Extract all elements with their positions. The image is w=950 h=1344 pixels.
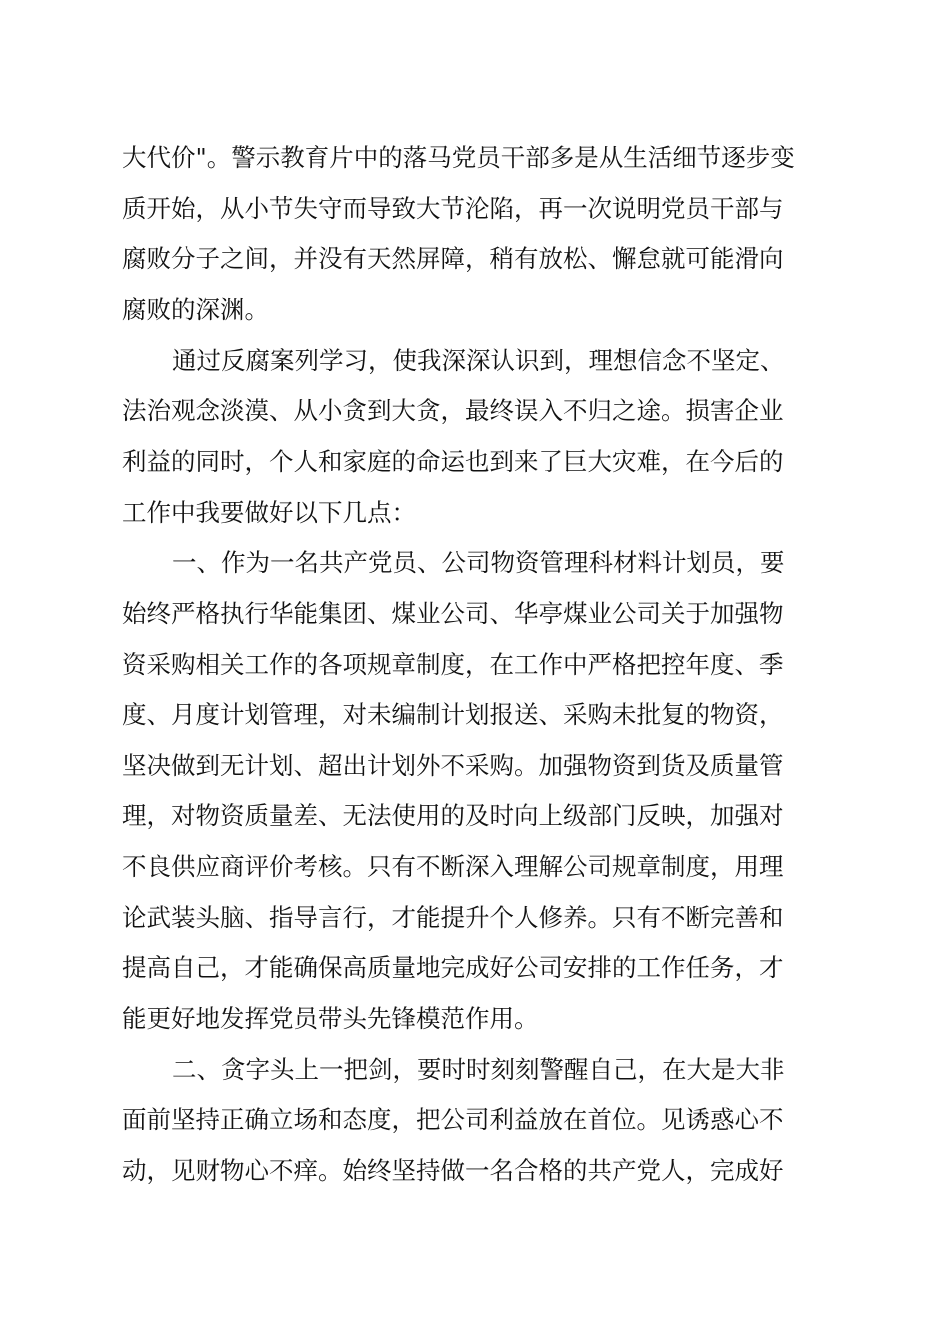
paragraph-start-line: 通过反腐案列学习，使我深深认识到，理想信念不坚定、 — [172, 346, 785, 375]
text-line: 坚决做到无计划、超出计划外不采购。加强物资到货及质量管 — [122, 751, 784, 780]
text-line: 不良供应商评价考核。只有不断深入理解公司规章制度，用理 — [122, 852, 784, 881]
text-line: 动，见财物心不痒。始终坚持做一名合格的共产党人，完成好 — [122, 1156, 784, 1185]
text-line: 能更好地发挥党员带头先锋模范作用。 — [122, 1004, 539, 1033]
paragraph-start-line: 二、贪字头上一把剑，要时时刻刻警醒自己，在大是大非 — [172, 1055, 785, 1084]
text-line: 资采购相关工作的各项规章制度，在工作中严格把控年度、季 — [122, 650, 784, 679]
text-line: 腐败分子之间，并没有天然屏障，稍有放松、懈怠就可能滑向 — [122, 244, 784, 273]
text-line: 论武装头脑、指导言行，才能提升个人修养。只有不断完善和 — [122, 903, 784, 932]
text-line: 面前坚持正确立场和态度，把公司利益放在首位。见诱惑心不 — [122, 1105, 784, 1134]
text-line: 度、月度计划管理，对未编制计划报送、采购未批复的物资， — [122, 700, 784, 729]
text-line: 法治观念淡漠、从小贪到大贪，最终误入不归之途。损害企业 — [122, 396, 784, 425]
text-line: 质开始，从小节失守而导致大节沦陷，再一次说明党员干部与 — [122, 194, 784, 223]
paragraph-start-line: 一、作为一名共产党员、公司物资管理科材料计划员，要 — [172, 548, 785, 577]
text-line: 提高自己，才能确保高质量地完成好公司安排的工作任务，才 — [122, 953, 784, 982]
text-line: 工作中我要做好以下几点： — [122, 498, 416, 527]
text-line: 始终严格执行华能集团、煤业公司、华亭煤业公司关于加强物 — [122, 599, 784, 628]
text-line: 腐败的深渊。 — [122, 295, 269, 324]
text-line: 理，对物资质量差、无法使用的及时向上级部门反映，加强对 — [122, 801, 784, 830]
text-line: 大代价"。警示教育片中的落马党员干部多是从生活细节逐步变 — [122, 143, 795, 172]
text-line: 利益的同时，个人和家庭的命运也到来了巨大灾难，在今后的 — [122, 447, 784, 476]
